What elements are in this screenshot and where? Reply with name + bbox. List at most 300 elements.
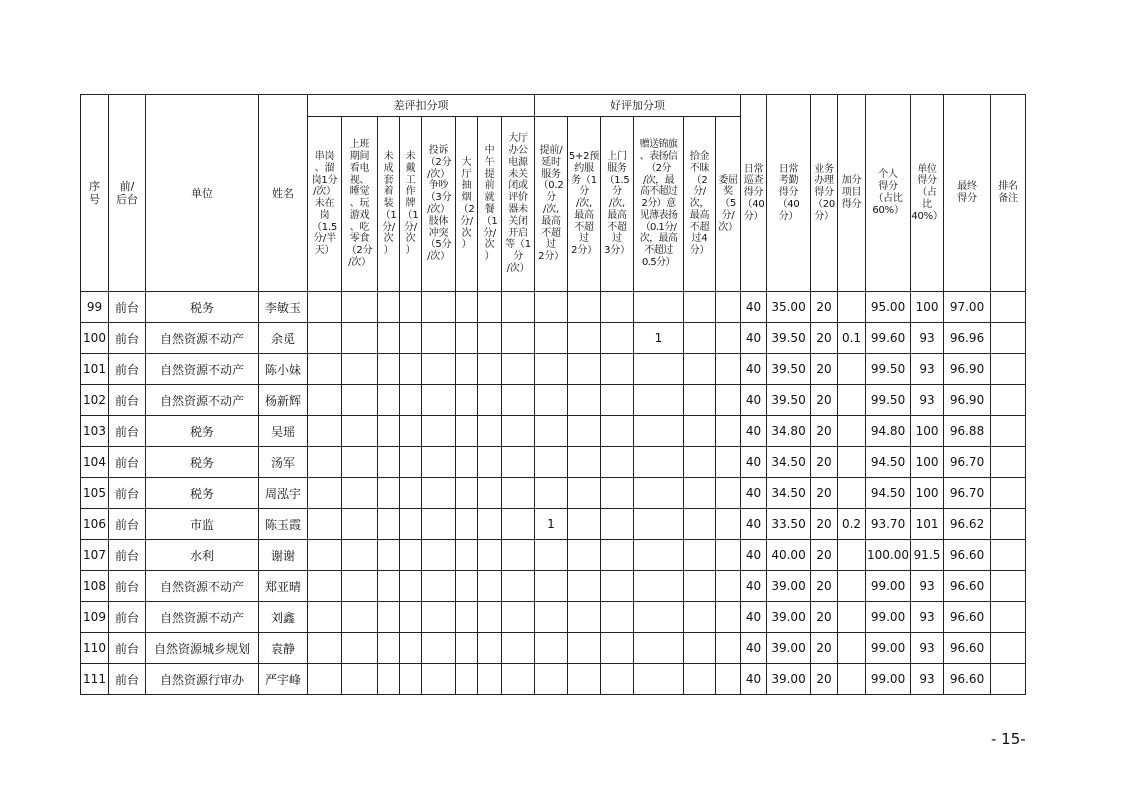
rank-note-header: 排名 备注 [991,95,1026,292]
bonus-group-header: 好评加分项 [535,95,741,117]
business-cell: 20 [811,292,838,323]
personal-score-cell: 99.50 [866,354,911,385]
bonus-cell [716,633,741,664]
table-row [81,571,1026,602]
deduct-cell [400,509,422,540]
business-cell: 20 [811,354,838,385]
deduct-cell [502,571,535,602]
front-back-cell: 前台 [109,602,146,633]
deduct-cell [422,323,456,354]
deduct-cell [422,633,456,664]
bonus-cell [568,385,601,416]
final-score-cell: 96.90 [944,385,991,416]
business-cell: 20 [811,664,838,695]
daily-patrol-cell: 40 [741,323,767,354]
deduct-cell [378,602,400,633]
deduct-cell [456,633,478,664]
deduct-cell [378,664,400,695]
deduct-cell [342,633,378,664]
deduct-cell [422,540,456,571]
bonus-item-header: 拾金 不昧 （2 分/ 次， 最高 不超 过4 分） [684,117,716,292]
bonus-cell [634,292,684,323]
deduct-cell [422,292,456,323]
final-score-cell: 96.60 [944,633,991,664]
deduct-cell [422,354,456,385]
table-row [81,385,1026,416]
rank-note-cell [991,602,1026,633]
unit-cell: 税务 [146,478,259,509]
deduct-cell [456,509,478,540]
seq-cell: 102 [81,385,109,416]
seq-cell: 110 [81,633,109,664]
bonus-cell [601,602,634,633]
personal-score-cell: 94.50 [866,447,911,478]
deduct-cell [478,354,502,385]
deduct-item-header: 上班 期间 看电 视、 睡觉 、玩 游戏 、吃 零食 （2分 /次） [342,117,378,292]
rank-note-cell [991,292,1026,323]
name-header: 姓名 [259,95,308,292]
name-cell: 刘鑫 [259,602,308,633]
table-row [81,633,1026,664]
deduct-cell [502,633,535,664]
bonus-cell [684,323,716,354]
bonus-cell [716,664,741,695]
deduct-cell [378,447,400,478]
deduct-cell [478,509,502,540]
deduct-cell [342,540,378,571]
final-score-cell: 96.60 [944,540,991,571]
daily-attendance-header: 日常 考勤 得分 （40 分） [767,95,811,292]
deduct-cell [342,323,378,354]
deduct-cell [502,323,535,354]
deduct-cell [422,664,456,695]
deduct-cell [422,478,456,509]
deduct-cell [308,478,342,509]
deduct-cell [502,385,535,416]
deduct-cell [308,292,342,323]
bonus-item-header: 赠送锦旗 、表扬信 （2分 /次，最 高不超过 2分）意 见薄表扬 （0.1分/ 次，最高 不超过 0.5分） [634,117,684,292]
rank-note-cell [991,385,1026,416]
daily-patrol-cell: 40 [741,602,767,633]
personal-score-cell: 94.80 [866,416,911,447]
front-back-cell: 前台 [109,385,146,416]
deduct-cell [456,385,478,416]
bonus-cell [716,509,741,540]
deduct-cell [308,323,342,354]
bonus-cell [601,385,634,416]
bonus-cell [568,633,601,664]
bonus-cell [535,323,568,354]
bonus-cell [601,354,634,385]
deduct-cell [478,416,502,447]
personal-score-header: 个人 得分 （占比 60%） [866,95,911,292]
deduct-cell [400,416,422,447]
daily-patrol-cell: 40 [741,385,767,416]
business-cell: 20 [811,602,838,633]
rank-note-cell [991,416,1026,447]
personal-score-cell: 99.00 [866,571,911,602]
bonus-cell [601,633,634,664]
final-score-cell: 96.96 [944,323,991,354]
score-table [80,94,1026,695]
bonus-cell [535,540,568,571]
bonus-cell [716,354,741,385]
daily-attendance-cell: 39.50 [767,385,811,416]
bonus-cell [634,447,684,478]
deduct-cell [308,385,342,416]
deduct-cell [308,509,342,540]
deduct-item-header: 未 成 套 着 装 （1 分/ 次 ） [378,117,400,292]
seq-header: 序 号 [81,95,109,292]
deduct-item-header: 投诉 （2分 /次） 争吵 （3分 /次） 肢体 冲突 （5分 /次） [422,117,456,292]
unit-score-cell: 93 [911,633,944,664]
final-score-cell: 96.60 [944,602,991,633]
name-cell: 陈玉霞 [259,509,308,540]
rank-note-cell [991,633,1026,664]
bonus-cell [684,478,716,509]
deduct-cell [502,602,535,633]
seq-cell: 100 [81,323,109,354]
deduct-cell [400,664,422,695]
daily-attendance-cell: 34.80 [767,416,811,447]
deduct-cell [400,354,422,385]
personal-score-cell: 99.00 [866,633,911,664]
deduct-cell [478,602,502,633]
bonus-cell [568,354,601,385]
final-score-cell: 97.00 [944,292,991,323]
final-score-cell: 96.60 [944,664,991,695]
bonus-cell [684,540,716,571]
deduct-item-header: 未 戴 工 作 牌 （1 分/ 次 ） [400,117,422,292]
front-back-header: 前/ 后台 [109,95,146,292]
bonus-cell [716,323,741,354]
deduct-cell [308,354,342,385]
bonus-cell [716,292,741,323]
table-row [81,354,1026,385]
business-cell: 20 [811,323,838,354]
deduct-cell [478,385,502,416]
deduct-cell [342,416,378,447]
unit-score-cell: 93 [911,602,944,633]
deduct-cell [400,447,422,478]
daily-patrol-cell: 40 [741,664,767,695]
daily-patrol-cell: 40 [741,354,767,385]
final-score-cell: 96.70 [944,447,991,478]
deduct-cell [378,292,400,323]
deduct-cell [456,292,478,323]
bonus-cell [535,354,568,385]
daily-attendance-cell: 34.50 [767,447,811,478]
bonus-cell [601,292,634,323]
bonus-cell [568,664,601,695]
business-cell: 20 [811,509,838,540]
rank-note-cell [991,664,1026,695]
bonus-cell [634,602,684,633]
rank-note-cell [991,354,1026,385]
daily-attendance-cell: 35.00 [767,292,811,323]
deduct-cell [478,571,502,602]
bonus-items-cell [838,447,866,478]
bonus-cell [684,602,716,633]
unit-cell: 税务 [146,447,259,478]
deduct-item-header: 大 厅 抽 烟 （2 分/ 次 ） [456,117,478,292]
bonus-cell [535,602,568,633]
bonus-item-header: 5+2预 约服 务（1 分 /次, 最高 不超 过 2分） [568,117,601,292]
table-row [81,323,1026,354]
deduct-cell [478,664,502,695]
unit-header: 单位 [146,95,259,292]
deduct-cell [308,633,342,664]
deduct-cell [342,354,378,385]
personal-score-cell: 93.70 [866,509,911,540]
deduct-cell [308,664,342,695]
deduct-cell [378,416,400,447]
daily-patrol-cell: 40 [741,633,767,664]
deduct-cell [456,664,478,695]
unit-cell: 自然资源城乡规划 [146,633,259,664]
name-cell: 周泓宇 [259,478,308,509]
deduct-cell [308,602,342,633]
bonus-cell [634,509,684,540]
deduct-cell [378,571,400,602]
daily-attendance-cell: 39.50 [767,323,811,354]
deduct-cell [342,292,378,323]
deduct-cell [502,478,535,509]
page-number: - 15- [991,730,1026,748]
unit-cell: 自然资源不动产 [146,385,259,416]
deduct-cell [456,416,478,447]
deduct-cell [308,540,342,571]
deduct-cell [400,602,422,633]
unit-score-cell: 93 [911,385,944,416]
name-cell: 袁静 [259,633,308,664]
unit-score-cell: 100 [911,447,944,478]
rank-note-cell [991,540,1026,571]
deduct-cell [502,540,535,571]
bonus-cell [634,571,684,602]
deduct-cell [308,416,342,447]
bonus-item-header: 提前/ 延时 服务 （0.2 分 /次, 最高 不超 过 2分） [535,117,568,292]
bonus-cell [601,478,634,509]
bonus-items-cell [838,571,866,602]
bonus-items-cell [838,292,866,323]
bonus-cell [535,571,568,602]
business-cell: 20 [811,633,838,664]
seq-cell: 111 [81,664,109,695]
daily-patrol-cell: 40 [741,571,767,602]
daily-patrol-cell: 40 [741,447,767,478]
daily-patrol-cell: 40 [741,416,767,447]
rank-note-cell [991,323,1026,354]
rank-note-cell [991,447,1026,478]
bonus-cell [568,509,601,540]
deduct-cell [502,509,535,540]
bonus-cell [684,416,716,447]
daily-attendance-cell: 33.50 [767,509,811,540]
daily-patrol-cell: 40 [741,292,767,323]
table-row [81,540,1026,571]
deduct-cell [422,447,456,478]
deduct-cell [378,478,400,509]
deduct-cell [502,416,535,447]
seq-cell: 103 [81,416,109,447]
bonus-cell [634,633,684,664]
seq-cell: 106 [81,509,109,540]
deduct-cell [502,292,535,323]
bonus-cell [684,447,716,478]
bonus-cell: 1 [535,509,568,540]
bonus-item-header: 上门 服务 （1.5 分 /次, 最高 不超 过 3分） [601,117,634,292]
daily-patrol-cell: 40 [741,509,767,540]
business-cell: 20 [811,571,838,602]
bonus-cell [535,664,568,695]
bonus-cell [601,447,634,478]
bonus-items-cell [838,478,866,509]
daily-patrol-cell: 40 [741,478,767,509]
personal-score-cell: 99.60 [866,323,911,354]
rank-note-cell [991,571,1026,602]
unit-cell: 税务 [146,292,259,323]
table-row [81,416,1026,447]
deduct-group-header: 差评扣分项 [308,95,535,117]
bonus-cell [568,416,601,447]
bonus-cell [716,385,741,416]
bonus-cell [716,571,741,602]
name-cell: 严宇峰 [259,664,308,695]
name-cell: 李敏玉 [259,292,308,323]
personal-score-cell: 94.50 [866,478,911,509]
bonus-cell [535,292,568,323]
daily-patrol-cell: 40 [741,540,767,571]
business-cell: 20 [811,447,838,478]
unit-score-cell: 93 [911,571,944,602]
deduct-cell [478,478,502,509]
table-row [81,509,1026,540]
business-cell: 20 [811,478,838,509]
seq-cell: 105 [81,478,109,509]
bonus-cell [634,385,684,416]
deduct-cell [342,478,378,509]
deduct-item-header: 中 午 提 前 就 餐 （1 分/ 次 ） [478,117,502,292]
bonus-item-header: 委屈 奖 （5 分/ 次） [716,117,741,292]
personal-score-cell: 99.00 [866,602,911,633]
name-cell: 郑亚晴 [259,571,308,602]
front-back-cell: 前台 [109,571,146,602]
daily-attendance-cell: 39.00 [767,664,811,695]
seq-cell: 109 [81,602,109,633]
unit-score-cell: 100 [911,292,944,323]
deduct-cell [422,509,456,540]
personal-score-cell: 99.00 [866,664,911,695]
daily-attendance-cell: 39.50 [767,354,811,385]
deduct-cell [400,540,422,571]
unit-score-cell: 100 [911,416,944,447]
bonus-cell [634,540,684,571]
bonus-cell [634,664,684,695]
bonus-cell [684,571,716,602]
front-back-cell: 前台 [109,633,146,664]
unit-score-cell: 93 [911,323,944,354]
name-cell: 余觅 [259,323,308,354]
bonus-items-cell [838,416,866,447]
bonus-cell [716,540,741,571]
rank-note-cell [991,478,1026,509]
bonus-cell [716,478,741,509]
front-back-cell: 前台 [109,292,146,323]
front-back-cell: 前台 [109,447,146,478]
name-cell: 谢谢 [259,540,308,571]
bonus-cell [568,323,601,354]
deduct-cell [308,571,342,602]
front-back-cell: 前台 [109,323,146,354]
deduct-item-header: 串岗 、溜 岗1分 /次） 未在 岗 （1.5 分/半 天） [308,117,342,292]
bonus-cell [684,292,716,323]
bonus-cell [601,416,634,447]
bonus-cell [535,385,568,416]
final-score-cell: 96.70 [944,478,991,509]
deduct-cell [342,664,378,695]
deduct-cell [378,323,400,354]
bonus-cell [601,509,634,540]
table-row [81,292,1026,323]
name-cell: 陈小妹 [259,354,308,385]
bonus-cell [568,447,601,478]
daily-attendance-cell: 39.00 [767,602,811,633]
bonus-cell [684,633,716,664]
daily-attendance-cell: 34.50 [767,478,811,509]
deduct-cell [422,571,456,602]
unit-cell: 自然资源行审办 [146,664,259,695]
bonus-cell [601,571,634,602]
business-cell: 20 [811,385,838,416]
unit-cell: 自然资源不动产 [146,571,259,602]
bonus-items-cell [838,664,866,695]
table-row [81,478,1026,509]
seq-cell: 107 [81,540,109,571]
final-score-cell: 96.88 [944,416,991,447]
personal-score-cell: 95.00 [866,292,911,323]
deduct-cell [378,509,400,540]
bonus-cell [568,292,601,323]
deduct-cell [378,354,400,385]
front-back-cell: 前台 [109,664,146,695]
front-back-cell: 前台 [109,416,146,447]
bonus-cell [568,602,601,633]
bonus-cell [634,478,684,509]
unit-cell: 自然资源不动产 [146,354,259,385]
deduct-cell [400,323,422,354]
deduct-cell [478,540,502,571]
seq-cell: 104 [81,447,109,478]
unit-cell: 市监 [146,509,259,540]
seq-cell: 108 [81,571,109,602]
unit-cell: 水利 [146,540,259,571]
business-cell: 20 [811,540,838,571]
daily-attendance-cell: 40.00 [767,540,811,571]
unit-score-cell: 93 [911,664,944,695]
deduct-cell [456,447,478,478]
deduct-cell [378,633,400,664]
deduct-cell [342,509,378,540]
bonus-items-cell [838,540,866,571]
table-row [81,447,1026,478]
bonus-cell [716,602,741,633]
deduct-cell [422,602,456,633]
bonus-cell [684,385,716,416]
bonus-cell [684,509,716,540]
table-row [81,602,1026,633]
deduct-cell [478,447,502,478]
